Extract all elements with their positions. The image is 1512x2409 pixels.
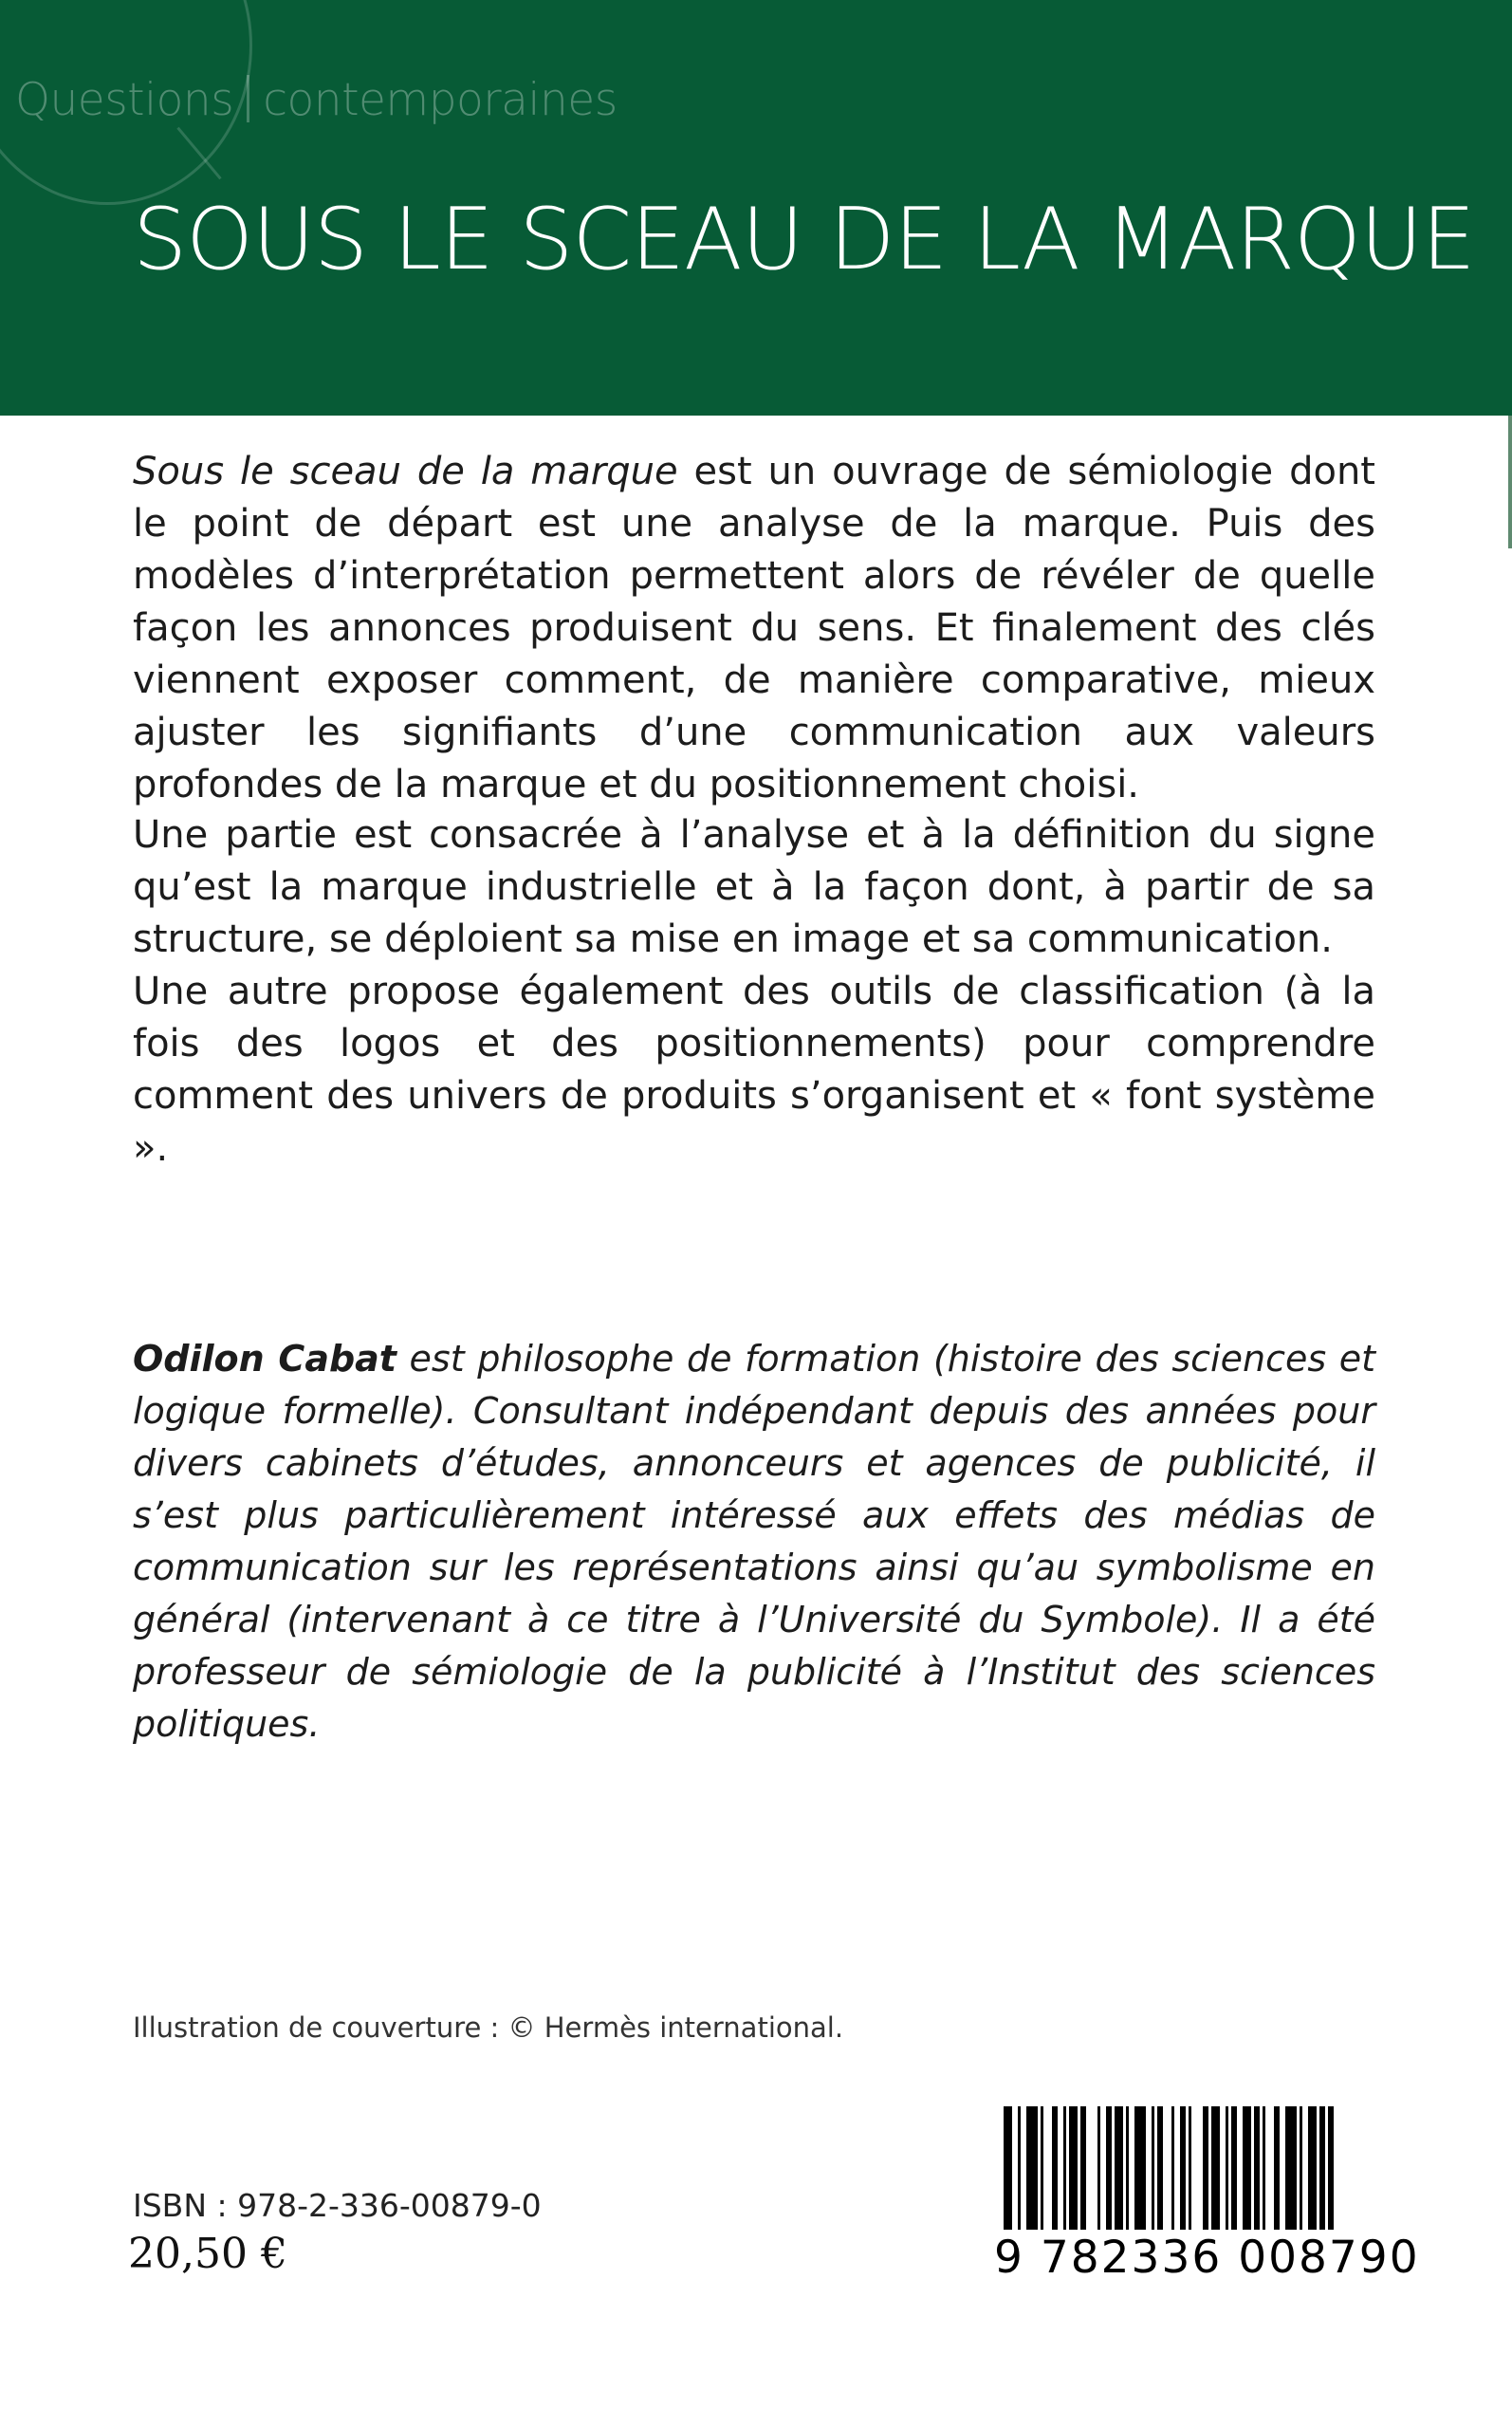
blurb-p2-text: Une partie est consacrée à l’analyse et à la définition du signe qu’est la marque industrielle et à la façon dont, à partir de sa structure, se déploient sa mise en image et sa communication. bbox=[133, 813, 1375, 961]
barcode-digits: 9 782336 008790 bbox=[994, 2232, 1420, 2284]
series-name bbox=[15, 74, 618, 126]
isbn: ISBN : 978-2-336-00879-0 bbox=[133, 2187, 542, 2224]
blurb-paragraph-1 bbox=[133, 446, 1375, 811]
edge-line bbox=[1508, 416, 1512, 548]
blurb-p3-text: Une autre propose également des outils de classification (à la fois des logos et des positionnements) pour comprendre comment des univers de produits s’organisent et « font système ». bbox=[133, 970, 1375, 1170]
book-title: SOUS LE SCEAU DE LA MARQUE bbox=[133, 190, 1475, 289]
series-word-1: Questions bbox=[15, 74, 234, 126]
price: 20,50 € bbox=[128, 2230, 287, 2278]
series-word-2: contemporaines bbox=[263, 74, 618, 126]
author-name: Odilon Cabat bbox=[133, 1338, 396, 1380]
cover-credit: Illustration de couverture : © Hermès international. bbox=[133, 2011, 844, 2044]
author-bio bbox=[133, 1333, 1375, 1751]
author-bio-text: est philosophe de formation (histoire des sciences et logique formelle). Consultant indépendant depuis des années pour divers cabinets d’études, annonceurs et agences de publicité, il s’est plus particulièrement intéressé aux effets des médias de communication sur les représentations ainsi qu’au symbolisme en général (intervenant à ce titre à l’Université du Symbole). Il a été professeur de sémiologie de la publicité à l’Institut des sciences politiques. bbox=[133, 1338, 1375, 1745]
series-separator bbox=[247, 75, 249, 122]
blurb-paragraph-2 bbox=[133, 809, 1375, 1175]
cover-header bbox=[0, 0, 1512, 416]
blurb-p1-text: est un ouvrage de sémiologie dont le point de départ est une analyse de la marque. Puis des modèles d’interprétation permettent alors de révéler de quelle façon les annonces produisent du sens. Et finalement des clés viennent exposer comment, de manière comparative, mieux ajuster les signifiants d’une communication aux valeurs profondes de la marque et du positionnement choisi. bbox=[133, 450, 1375, 806]
blurb-title-italic: Sous le sceau de la marque bbox=[133, 450, 678, 493]
